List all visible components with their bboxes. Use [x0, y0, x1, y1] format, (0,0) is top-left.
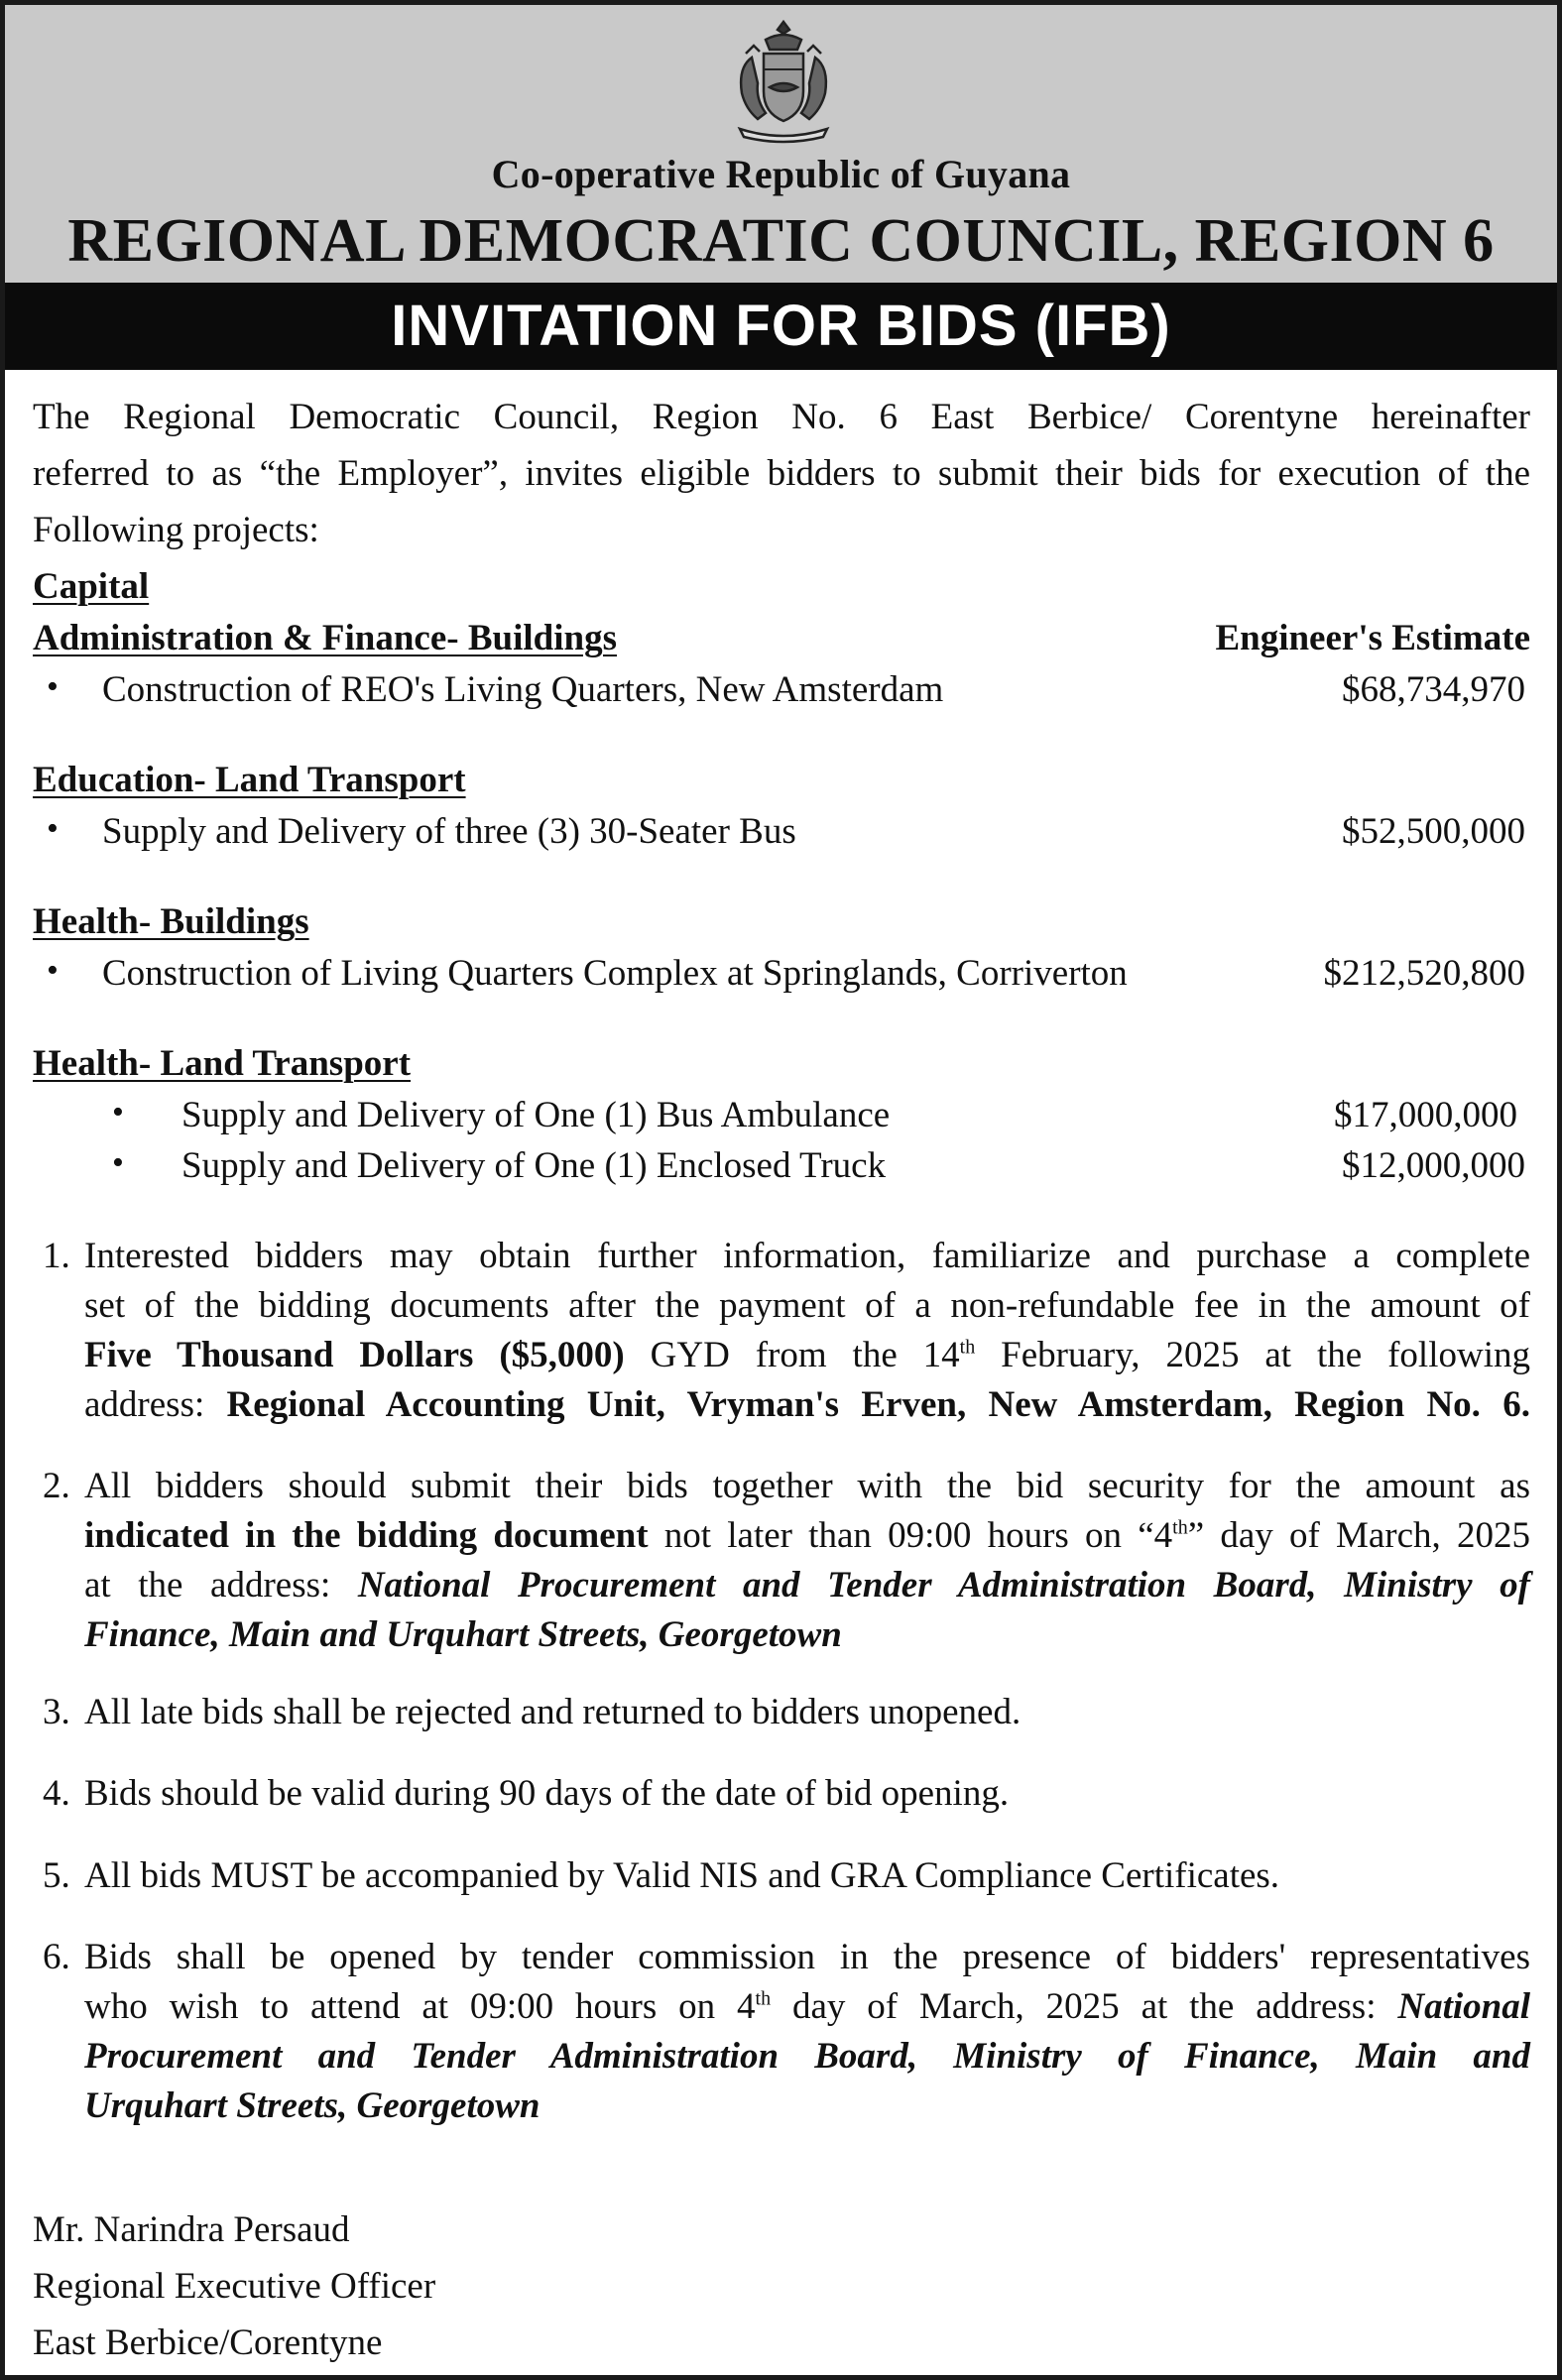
- clause-line: [84, 1561, 1530, 1610]
- project-name: Supply and Delivery of three (3) 30-Seater Bus: [102, 811, 796, 852]
- project-amount: $17,000,000: [1334, 1095, 1517, 1135]
- clause-number: 6.: [43, 1937, 70, 1977]
- clause-line: All bidders should submit their bids together with the bid security for the amount as: [84, 1466, 1530, 1506]
- clause-number: 1.: [43, 1236, 70, 1276]
- signatory-region: East Berbice/Corentyne: [33, 2322, 383, 2363]
- project-amount: $212,520,800: [1323, 953, 1525, 994]
- project-item: [33, 668, 1525, 718]
- clause-line: Procurement and Tender Administration Board, Ministry of Finance, Main and: [84, 2036, 1530, 2077]
- project-item: [33, 810, 1525, 860]
- project-item: [33, 952, 1525, 1002]
- text-run: ” day of March, 2025: [1187, 1515, 1531, 1556]
- bullet-icon: •: [47, 668, 59, 705]
- clause-line: Interested bidders may obtain further information, familiarize and purchase a complete: [84, 1236, 1530, 1276]
- clause-line: [84, 1331, 1530, 1380]
- section-heading: Health- Buildings: [33, 901, 309, 942]
- clause-6: [33, 1933, 1530, 2131]
- bullet-icon: •: [47, 952, 59, 989]
- project-item: [33, 1094, 1525, 1143]
- signatory-name: Mr. Narindra Persaud: [33, 2209, 350, 2250]
- guyana-coat-of-arms-icon: [726, 18, 841, 147]
- text-run: National: [1397, 1986, 1530, 2027]
- text-run: address:: [84, 1384, 227, 1425]
- ordinal-suffix: th: [959, 1336, 976, 1359]
- project-name: Supply and Delivery of One (1) Bus Ambulance: [181, 1095, 891, 1135]
- intro-line: The Regional Democratic Council, Region No. 6 East Berbice/ Corentyne hereinafter: [33, 397, 1530, 437]
- clause-line: [84, 1380, 1530, 1430]
- section-heading: Administration & Finance- Buildings: [33, 618, 618, 658]
- republic-name: Co-operative Republic of Guyana: [491, 152, 1071, 196]
- text-run: at the address:: [84, 1565, 358, 1606]
- clause-line: All bids MUST be accompanied by Valid NIS and GRA Compliance Certificates.: [84, 1855, 1280, 1896]
- clause-2: [33, 1462, 1530, 1660]
- clause-5: [33, 1851, 1530, 1901]
- project-amount: $52,500,000: [1342, 811, 1525, 852]
- clause-line: Bids should be valid during 90 days of the date of bid opening.: [84, 1773, 1010, 1814]
- section-heading: Education- Land Transport: [33, 760, 466, 800]
- project-name: Construction of REO's Living Quarters, New Amsterdam: [102, 669, 944, 710]
- bullet-icon: •: [47, 810, 59, 847]
- clause-1: [33, 1232, 1530, 1430]
- project-amount: $68,734,970: [1342, 669, 1525, 710]
- ordinal-suffix: th: [755, 1987, 772, 2010]
- clause-3: [33, 1688, 1530, 1737]
- signatory-title: Regional Executive Officer: [33, 2266, 436, 2307]
- council-name: REGIONAL DEMOCRATIC COUNCIL, REGION 6: [67, 207, 1495, 275]
- project-name: Supply and Delivery of One (1) Enclosed Truck: [181, 1145, 887, 1186]
- purchase-address: Regional Accounting Unit, Vryman's Erven, New Amsterdam, Region No. 6.: [226, 1384, 1530, 1425]
- clause-line: set of the bidding documents after the payment of a non-refundable fee in the amount of: [84, 1285, 1530, 1326]
- clause-line: All late bids shall be rejected and returned to bidders unopened.: [84, 1692, 1021, 1732]
- section-heading: Health- Land Transport: [33, 1043, 412, 1084]
- clause-number: 3.: [43, 1692, 70, 1732]
- page-title: INVITATION FOR BIDS (IFB): [5, 283, 1557, 370]
- text-run: February, 2025 at the following: [975, 1335, 1530, 1375]
- project-name: Construction of Living Quarters Complex at Springlands, Corriverton: [102, 953, 1128, 994]
- fee-amount: Five Thousand Dollars ($5,000): [84, 1335, 625, 1375]
- ordinal-suffix: th: [1172, 1516, 1188, 1539]
- clause-line: Finance, Main and Urquhart Streets, Georgetown: [84, 1614, 842, 1655]
- text-run: GYD from the 14: [624, 1335, 960, 1375]
- intro-paragraph: [33, 389, 1530, 558]
- signature-block: [33, 2202, 435, 2371]
- clause-line: Bids shall be opened by tender commission in the presence of bidders' representatives: [84, 1937, 1530, 1977]
- submission-address: National Procurement and Tender Administration Board, Ministry of: [357, 1565, 1530, 1606]
- bullet-icon: •: [112, 1094, 124, 1130]
- clause-4: [33, 1769, 1530, 1819]
- intro-line: referred to as “the Employer”, invites eligible bidders to submit their bids for execution of the: [33, 453, 1530, 494]
- clause-line: [84, 1511, 1530, 1561]
- clause-number: 5.: [43, 1855, 70, 1896]
- project-amount: $12,000,000: [1342, 1145, 1525, 1186]
- text-run: not later than 09:00 hours on “4: [648, 1515, 1173, 1556]
- bullet-icon: •: [112, 1144, 124, 1181]
- intro-line: Following projects:: [33, 510, 319, 550]
- clause-line: [84, 1982, 1530, 2032]
- text-run: who wish to attend at 09:00 hours on 4: [84, 1986, 756, 2027]
- clause-line: Urquhart Streets, Georgetown: [84, 2085, 541, 2126]
- text-run: day of March, 2025 at the address:: [771, 1986, 1398, 2027]
- clause-number: 2.: [43, 1466, 70, 1506]
- capital-heading: Capital: [33, 566, 150, 607]
- bold-phrase: indicated in the bidding document: [84, 1515, 649, 1556]
- project-item: [33, 1144, 1525, 1194]
- estimate-heading: Engineer's Estimate: [1215, 618, 1530, 658]
- clause-number: 4.: [43, 1773, 70, 1814]
